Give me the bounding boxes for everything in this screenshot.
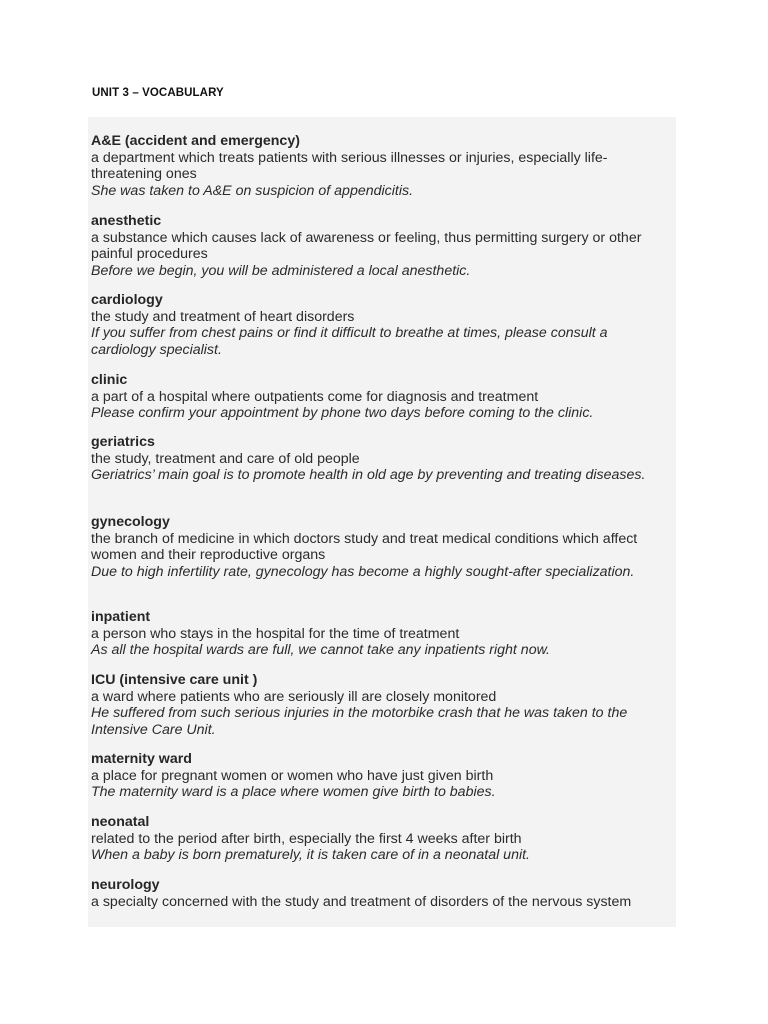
vocab-definition: a specialty concerned with the study and treatment of disorders of the nervous system	[91, 893, 632, 910]
vocab-entry-ae	[91, 133, 666, 200]
vocab-entry-anesthetic	[91, 213, 666, 280]
vocab-definition: the branch of medicine in which doctors study and treat medical conditions which affect women and their reproductive organs	[91, 530, 638, 564]
vocab-term: inpatient	[91, 609, 151, 625]
vocab-example: Please confirm your appointment by phone two days before coming to the clinic.	[91, 405, 594, 422]
vocab-entry-clinic	[91, 372, 666, 422]
vocab-example: Due to high infertility rate, gynecology has become a highly sought-after specialization.	[91, 564, 635, 581]
vocab-example: He suffered from such serious injuries in the motorbike crash that he was taken to the Intensive Care Unit.	[91, 705, 628, 739]
vocab-term: gynecology	[91, 514, 170, 530]
vocab-example: When a baby is born prematurely, it is taken care of in a neonatal unit.	[91, 847, 531, 864]
vocab-term: ICU (intensive care unit )	[91, 672, 258, 688]
vocab-definition: a place for pregnant women or women who have just given birth	[91, 767, 494, 784]
vocab-entry-neurology	[91, 877, 666, 910]
vocab-term: neurology	[91, 877, 160, 893]
page-title: UNIT 3 – VOCABULARY	[92, 87, 224, 99]
vocab-definition: a department which treats patients with serious illnesses or injuries, especially life-threatening ones	[91, 149, 608, 183]
vocab-definition: a substance which causes lack of awareness or feeling, thus permitting surgery or other painful procedures	[91, 229, 642, 263]
vocab-term: maternity ward	[91, 751, 192, 767]
vocab-definition: the study and treatment of heart disorders	[91, 308, 355, 325]
vocab-entry-inpatient	[91, 609, 666, 659]
vocab-example: As all the hospital wards are full, we cannot take any inpatients right now.	[91, 642, 550, 659]
vocab-definition: related to the period after birth, especially the first 4 weeks after birth	[91, 830, 522, 847]
vocab-term: neonatal	[91, 814, 150, 830]
vocab-example: If you suffer from chest pains or find it difficult to breathe at times, please consult a cardiology specialist.	[91, 325, 608, 359]
vocab-entry-icu	[91, 672, 666, 739]
vocab-definition: a person who stays in the hospital for the time of treatment	[91, 625, 460, 642]
vocab-term: anesthetic	[91, 213, 162, 229]
vocab-example: She was taken to A&E on suspicion of appendicitis.	[91, 183, 414, 200]
vocab-entry-maternity-ward	[91, 751, 666, 801]
vocab-example: Before we begin, you will be administered a local anesthetic.	[91, 263, 471, 280]
vocab-term: geriatrics	[91, 434, 155, 450]
vocab-entry-cardiology	[91, 292, 666, 359]
vocab-definition: the study, treatment and care of old people	[91, 450, 360, 467]
vocab-entry-neonatal	[91, 814, 666, 864]
vocabulary-list	[88, 117, 676, 927]
vocab-term: cardiology	[91, 292, 163, 308]
vocab-entry-geriatrics	[91, 434, 666, 484]
vocab-term: clinic	[91, 372, 128, 388]
vocab-definition: a part of a hospital where outpatients come for diagnosis and treatment	[91, 388, 539, 405]
vocab-term: A&E (accident and emergency)	[91, 133, 300, 149]
vocab-definition: a ward where patients who are seriously ill are closely monitored	[91, 688, 497, 705]
vocab-example: The maternity ward is a place where women give birth to babies.	[91, 784, 496, 801]
vocab-example: Geriatrics’ main goal is to promote health in old age by preventing and treating diseases.	[91, 467, 646, 484]
vocab-entry-gynecology	[91, 514, 666, 581]
